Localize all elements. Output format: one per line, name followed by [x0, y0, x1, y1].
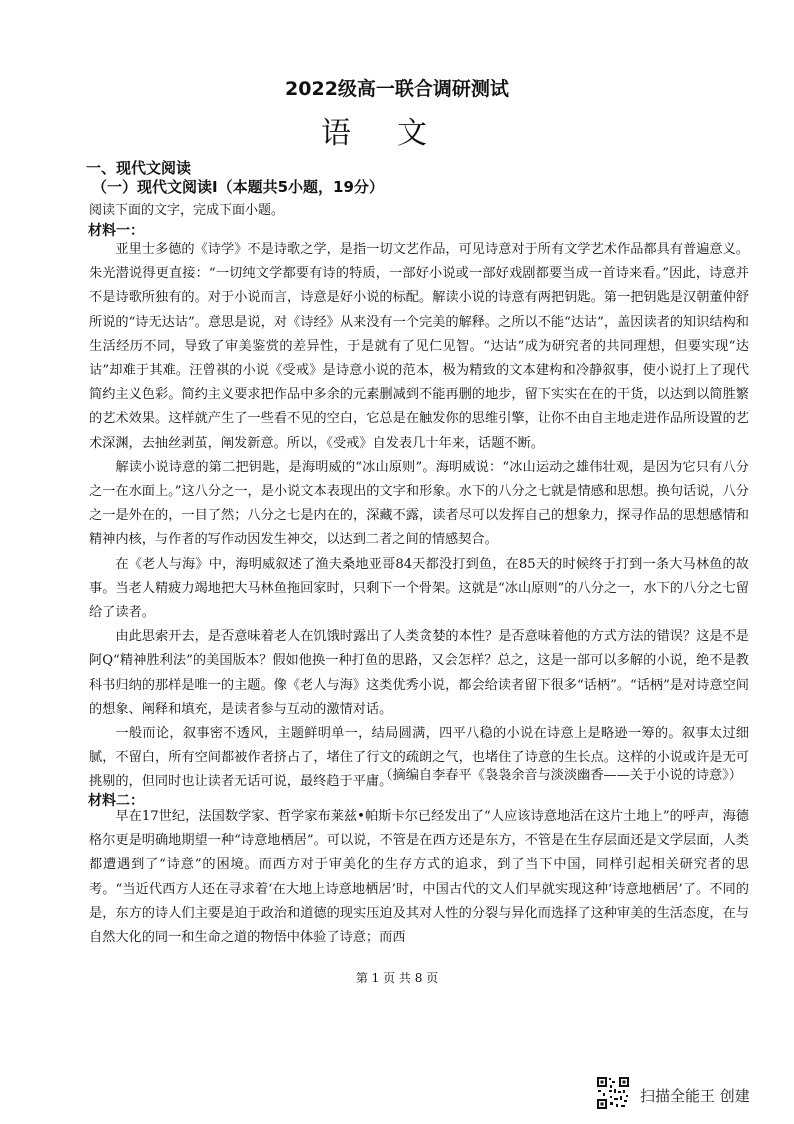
- material-one-paragraph: 在《老人与海》中，海明威叙述了渔夫桑地亚哥84天都没打到鱼，在85天的时候终于打到一条大马林鱼的故事。当老人精疲力竭地把大马林鱼拖回家时，只剩下一个骨架。这就是“冰山原则”的八分之一，水下的八分之七留给了读者。: [89, 556, 749, 621]
- instruction-text: 阅读下面的文字，完成下面小题。: [89, 203, 285, 218]
- qr-code-icon: [596, 1076, 630, 1110]
- material-one-paragraph: 解读小说诗意的第二把钥匙，是海明威的“冰山原则”。海明威说：“冰山运动之雄伟壮观，是因为它只有八分之一在水面上。”这八分之一，是小说文本表现出的文字和形象。水下的八分之七就是情感和思想。换句话说，八分之一是外在的，一目了然；八分之七是内在的，深藏不露，读者尽可以发挥自己的想象力，探寻作品的思想感情和精神内核，与作者的写作动因发生神交，以达到二者之间的情感契合。: [89, 459, 749, 548]
- material-one-paragraph: 一般而论，叙事密不透风，主题鲜明单一，结局圆满，四平八稳的小说在诗意上是略逊一筹的。叙事太过细腻，不留白，所有空间都被作者挤占了，堵住了行文的疏朗之气，也堵住了诗意的生长点。这样的小说或许是无可挑剔的，但同时也让读者无话可说，最终趋于平庸。: [89, 726, 749, 790]
- subject-title: 语文: [321, 116, 473, 151]
- material-one-body: [89, 238, 749, 795]
- material-one-paragraph: 亚里士多德的《诗学》不是诗歌之学，是指一切文艺作品，可见诗意对于所有文学艺术作品都具有普遍意义。朱光潜说得更直接：“一切纯文学都要有诗的特质，一部好小说或一部好戏剧都要当成一首诗来看。”因此，诗意并不是诗歌所独有的。对于小说而言，诗意是好小说的标配。解读小说的诗意有两把钥匙。第一把钥匙是汉朝董仲舒所说的“诗无达诂”。意思是说，对《诗经》从来没有一个完美的解释。之所以不能“达诂”，盖因读者的知识结构和生活经历不同，导致了审美鉴赏的差异性，于是就有了见仁见智。“达诂”成为研究者的共同理想，但要实现“达诂”却难于其难。汪曾祺的小说《受戒》是诗意小说的范本，极为精致的文本建构和冷静叙事，使小说打上了现代简约主义色彩。简约主义要求把作品中多余的元素删减到不能再删的地步，留下实实在在的干货，以达到以简胜繁的艺术效果。这样就产生了一些看不见的空白，它总是在触发你的思维引擎，让你不由自主地走进作品所设置的艺术深渊，去抽丝剥茧，阐发新意。所以，《受戒》自发表几十年来，话题不断。: [89, 242, 749, 451]
- material-one-source: （摘编自李春平《袅袅余音与淡淡幽香——关于小说的诗意》）: [379, 768, 742, 783]
- material-one-label: 材料一：: [88, 223, 144, 239]
- material-two-label: 材料二：: [88, 793, 144, 809]
- scanner-watermark: 扫描全能王 创建: [640, 1087, 750, 1105]
- section-heading: 一、现代文阅读: [86, 159, 192, 177]
- material-two-body: [89, 805, 749, 950]
- page-number: 第 1 页 共 8 页: [355, 971, 439, 985]
- material-two-paragraph: 早在17世纪，法国数学家、哲学家布莱兹•帕斯卡尔已经发出了“人应该诗意地活在这片土地上”的呼声，海德格尔更是明确地期望一种“诗意地栖居”。可以说，不管是在西方还是东方，不管是在生存层面还是文学层面，人类都遭遇到了“诗意”的困境。而西方对于审美化的生存方式的追求，到了当下中国，同样引起相关研究者的思考。“当近代西方人还在寻求着‘在大地上诗意地栖居’时，中国古代的文人们早就实现这种‘诗意地栖居’了。不同的是，东方的诗人们主要是迫于政治和道德的现实压迫及其对人性的分裂与异化而选择了这种审美的生活态度，在与自然大化的同一和生命之道的物悟中体验了诗意；而西: [89, 809, 749, 946]
- section-subheading: （一）现代文阅读Ⅰ（本题共5小题，19分）: [92, 178, 384, 196]
- exam-title: 2022级高一联合调研测试: [285, 78, 509, 100]
- material-one-paragraph: 由此思索开去，是否意味着老人在饥饿时露出了人类贪婪的本性？是否意味着他的方式方法的错误？这是不是阿Q“精神胜利法”的美国版本？假如他换一种打鱼的思路，又会怎样？总之，这是一部可以多解的小说，绝不是教科书归纳的那样是唯一的主题。像《老人与海》这类优秀小说，都会给读者留下很多“话柄”。“话柄”是对诗意空间的想象、阐释和填充，是读者参与互动的激情对话。: [89, 629, 749, 717]
